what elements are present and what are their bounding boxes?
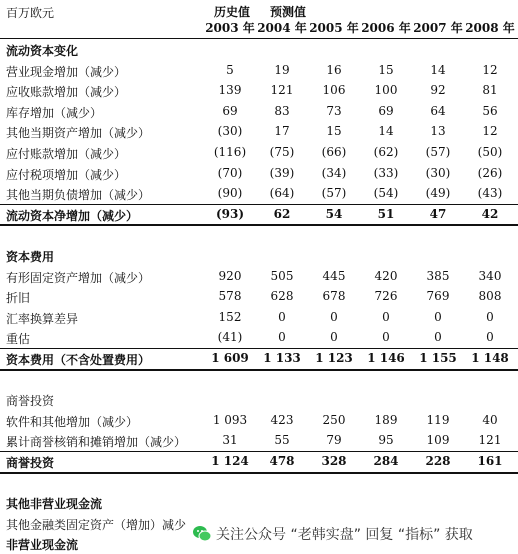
year-header-2006: 2006 年 bbox=[361, 21, 411, 35]
value-cell: 1 155 bbox=[419, 351, 457, 365]
row-label: 其他非营业现金流 bbox=[6, 497, 103, 512]
value-cell: 420 bbox=[374, 268, 398, 283]
value-cell: 81 bbox=[482, 83, 498, 98]
value-cell: 31 bbox=[222, 433, 238, 448]
value-cell: 69 bbox=[222, 103, 238, 118]
value-cell: 284 bbox=[373, 454, 399, 468]
year-header-2005: 2005 年 bbox=[309, 21, 359, 35]
row-label: 累计商誉核销和摊销增加（减少） bbox=[6, 435, 187, 450]
total-top-rule bbox=[0, 451, 518, 452]
table-row bbox=[0, 287, 518, 307]
value-cell: 478 bbox=[269, 454, 295, 468]
value-cell: 0 bbox=[330, 330, 338, 345]
value-cell: 0 bbox=[486, 309, 494, 324]
value-cell: 17 bbox=[274, 124, 290, 139]
total-top-rule bbox=[0, 204, 518, 205]
value-cell: 92 bbox=[430, 83, 446, 98]
value-cell: 62 bbox=[273, 206, 291, 221]
row-label: 库存增加（减少） bbox=[6, 105, 103, 120]
row-label: 流动资本变化 bbox=[6, 44, 79, 58]
value-cell: (50) bbox=[477, 145, 503, 159]
row-label: 折旧 bbox=[6, 291, 31, 306]
row-label: 有形固定资产增加（减少） bbox=[6, 270, 151, 285]
value-cell: (90) bbox=[217, 186, 243, 201]
value-cell: 12 bbox=[482, 62, 498, 77]
value-cell: 14 bbox=[378, 124, 394, 139]
value-cell: 228 bbox=[425, 454, 451, 468]
row-label: 软件和其他增加（减少） bbox=[6, 414, 139, 429]
table-row bbox=[0, 267, 518, 287]
value-cell: (39) bbox=[269, 165, 295, 180]
value-cell: (49) bbox=[425, 186, 451, 201]
row-label: 流动资本净增加（减少） bbox=[6, 208, 139, 223]
row-label: 其他当期负债增加（减少） bbox=[6, 188, 151, 203]
header-rule bbox=[0, 38, 518, 39]
value-cell: 0 bbox=[382, 309, 390, 324]
value-cell: 0 bbox=[434, 330, 442, 345]
value-cell: (116) bbox=[213, 145, 247, 159]
value-cell: 1 093 bbox=[212, 412, 248, 427]
value-cell: 1 124 bbox=[211, 454, 249, 468]
value-cell: (43) bbox=[477, 186, 503, 201]
value-cell: 578 bbox=[218, 289, 242, 304]
value-cell: 121 bbox=[270, 83, 294, 98]
value-cell: 250 bbox=[322, 412, 346, 427]
value-cell: (57) bbox=[425, 145, 451, 159]
value-cell: (70) bbox=[217, 165, 243, 180]
value-cell: 726 bbox=[374, 289, 398, 304]
value-cell: 15 bbox=[378, 62, 394, 77]
value-cell: 69 bbox=[378, 103, 394, 118]
value-cell: 189 bbox=[374, 412, 398, 427]
value-cell: 5 bbox=[226, 62, 234, 77]
value-cell: 119 bbox=[426, 412, 450, 427]
value-cell: (54) bbox=[373, 186, 399, 201]
historical-label: 历史值 bbox=[213, 5, 250, 19]
section-heading bbox=[0, 40, 518, 60]
value-cell: 505 bbox=[270, 268, 294, 283]
value-cell: 55 bbox=[274, 433, 290, 448]
value-cell: 0 bbox=[278, 330, 286, 345]
value-cell: (30) bbox=[217, 124, 243, 139]
table-row bbox=[0, 473, 518, 493]
table-row bbox=[0, 411, 518, 431]
row-label: 资本费用 bbox=[6, 250, 55, 264]
table-row bbox=[0, 122, 518, 142]
value-cell: 445 bbox=[322, 268, 346, 283]
row-label: 商誉投资 bbox=[6, 394, 55, 409]
value-cell: 152 bbox=[218, 309, 242, 324]
value-cell: 769 bbox=[426, 289, 450, 304]
value-cell: (33) bbox=[373, 165, 399, 180]
value-cell: 13 bbox=[430, 124, 446, 139]
value-cell: 42 bbox=[481, 206, 499, 221]
table-row bbox=[0, 370, 518, 390]
value-cell: 40 bbox=[482, 412, 498, 427]
year-header-2007: 2007 年 bbox=[413, 21, 463, 35]
section-heading bbox=[0, 246, 518, 266]
table-row bbox=[0, 431, 518, 451]
value-cell: 0 bbox=[434, 309, 442, 324]
value-cell: 920 bbox=[218, 268, 242, 283]
table-row bbox=[0, 308, 518, 328]
total-row bbox=[0, 452, 518, 472]
value-cell: 95 bbox=[378, 433, 394, 448]
value-cell: 121 bbox=[478, 433, 502, 448]
value-cell: (62) bbox=[373, 145, 399, 159]
value-cell: 1 123 bbox=[315, 351, 353, 365]
value-cell: 56 bbox=[482, 103, 498, 118]
value-cell: (64) bbox=[269, 186, 295, 201]
value-cell: (75) bbox=[269, 145, 295, 159]
value-cell: 19 bbox=[274, 62, 290, 77]
row-label: 应收账款增加（减少） bbox=[6, 85, 127, 100]
value-cell: (66) bbox=[321, 145, 347, 159]
watermark-text: 关注公众号 “老韩实盘” 回复 “指标” 获取 bbox=[216, 527, 473, 543]
row-label: 重估 bbox=[6, 332, 31, 347]
value-cell: 51 bbox=[377, 206, 395, 221]
unit-label: 百万欧元 bbox=[6, 6, 55, 20]
value-cell: 423 bbox=[270, 412, 294, 427]
value-cell: (93) bbox=[215, 206, 245, 221]
row-label: 非营业现金流 bbox=[6, 538, 79, 553]
watermark bbox=[188, 522, 518, 546]
value-cell: 1 133 bbox=[263, 351, 301, 365]
row-label: 其他当期资产增加（减少） bbox=[6, 126, 151, 141]
table-row bbox=[0, 102, 518, 122]
row-label: 应付税项增加（减少） bbox=[6, 167, 127, 182]
value-cell: (26) bbox=[477, 165, 503, 180]
value-cell: (41) bbox=[217, 330, 243, 345]
value-cell: 83 bbox=[274, 103, 290, 118]
value-cell: 54 bbox=[325, 206, 343, 221]
row-label: 其他金融类固定资产（增加）减少 bbox=[6, 517, 187, 532]
total-row bbox=[0, 349, 518, 369]
total-top-rule bbox=[0, 348, 518, 349]
table-row bbox=[0, 143, 518, 163]
value-cell: 100 bbox=[374, 83, 398, 98]
row-label: 汇率换算差异 bbox=[6, 311, 79, 326]
table-row bbox=[0, 81, 518, 101]
value-cell: 12 bbox=[482, 124, 498, 139]
value-cell: 161 bbox=[477, 454, 503, 468]
value-cell: 0 bbox=[486, 330, 494, 345]
total-row bbox=[0, 205, 518, 225]
year-header-2008: 2008 年 bbox=[465, 21, 515, 35]
value-cell: 73 bbox=[326, 103, 342, 118]
value-cell: 14 bbox=[430, 62, 446, 77]
value-cell: 139 bbox=[218, 83, 242, 98]
value-cell: 0 bbox=[382, 330, 390, 345]
value-cell: 47 bbox=[429, 206, 447, 221]
value-cell: 79 bbox=[326, 433, 342, 448]
row-label: 营业现金增加（减少） bbox=[6, 64, 127, 79]
row-label: 资本费用（不含处置费用） bbox=[6, 353, 151, 367]
row-label: 应付账款增加（减少） bbox=[6, 147, 127, 161]
value-cell: 1 148 bbox=[471, 351, 509, 365]
value-cell: 628 bbox=[270, 289, 294, 304]
table-row bbox=[0, 164, 518, 184]
value-cell: 0 bbox=[278, 309, 286, 324]
value-cell: 340 bbox=[478, 268, 502, 283]
value-cell: 385 bbox=[426, 268, 450, 283]
wechat-icon bbox=[192, 524, 212, 544]
table-row bbox=[0, 328, 518, 348]
value-cell: 678 bbox=[322, 289, 346, 304]
year-header-2004: 2004 年 bbox=[257, 21, 307, 35]
section-heading bbox=[0, 493, 518, 513]
value-cell: (34) bbox=[321, 165, 347, 180]
table-row bbox=[0, 61, 518, 81]
value-cell: 0 bbox=[330, 309, 338, 324]
row-label: 商誉投资 bbox=[6, 456, 55, 470]
value-cell: 16 bbox=[326, 62, 342, 77]
value-cell: 328 bbox=[321, 454, 347, 468]
table-row bbox=[0, 225, 518, 245]
value-cell: 106 bbox=[322, 83, 346, 98]
forecast-label: 预测值 bbox=[269, 5, 306, 19]
value-cell: 15 bbox=[326, 124, 342, 139]
value-cell: (30) bbox=[425, 165, 451, 180]
table-row bbox=[0, 390, 518, 410]
value-cell: 1 146 bbox=[367, 351, 405, 365]
table-row bbox=[0, 184, 518, 204]
value-cell: (57) bbox=[321, 186, 347, 201]
value-cell: 808 bbox=[478, 289, 502, 304]
value-cell: 109 bbox=[426, 433, 450, 448]
value-cell: 64 bbox=[430, 103, 446, 118]
value-cell: 1 609 bbox=[211, 351, 249, 365]
year-header-2003: 2003 年 bbox=[205, 21, 255, 35]
